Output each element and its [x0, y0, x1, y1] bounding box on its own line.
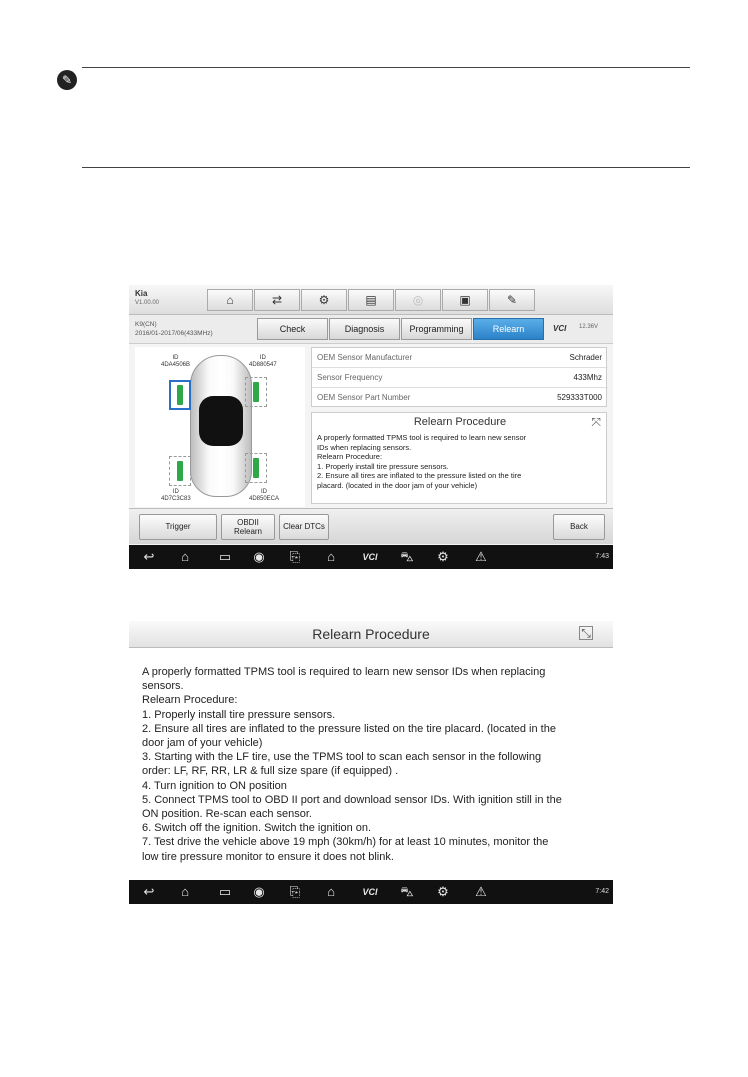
row-value: 433Mhz — [573, 373, 602, 382]
text-line: 5. Connect TPMS tool to OBD II port and download sensor IDs. With ignition still in the — [142, 793, 562, 806]
gear-icon[interactable]: ⚙ — [301, 289, 347, 311]
tab-check[interactable]: Check — [257, 318, 328, 340]
text-line: low tire pressure monitor to ensure it does not blink. — [142, 850, 394, 863]
relearn-panel-text — [317, 433, 601, 490]
shop-user-icon[interactable]: ⚙ — [437, 884, 449, 899]
vehicle-info — [135, 320, 213, 338]
home-icon[interactable]: ⌂ — [207, 289, 253, 311]
sensor-id-fl[interactable] — [161, 355, 190, 369]
autel-home-icon[interactable]: ⌂ — [327, 884, 335, 899]
android-nav-bar — [129, 545, 613, 569]
id-value: 4D880547 — [249, 362, 277, 368]
procedure-title: Relearn Procedure — [312, 626, 430, 642]
battery-voltage: 12.36V — [579, 324, 599, 330]
tab-programming[interactable]: Programming — [401, 318, 472, 340]
recent-apps-icon[interactable]: ▭ — [218, 884, 232, 899]
sensor-id-fr[interactable] — [249, 355, 277, 369]
table-row — [312, 388, 608, 408]
tpms-warning-icon[interactable]: ⚠ — [475, 549, 487, 564]
car-roof — [199, 396, 243, 446]
note-top-rule — [82, 67, 690, 68]
id-label: ID — [259, 355, 266, 361]
id-label: ID — [261, 489, 268, 495]
tire-fl-icon — [177, 385, 183, 405]
home-icon[interactable]: ⌂ — [181, 884, 189, 899]
relearn-screen-screenshot — [129, 285, 613, 569]
tab-diagnosis[interactable]: Diagnosis — [329, 318, 400, 340]
table-row — [312, 348, 608, 368]
id-label: ID — [172, 489, 179, 495]
clear-dtcs-button[interactable]: Clear DTCs — [279, 514, 329, 540]
obdii-relearn-button[interactable] — [221, 514, 275, 540]
relearn-panel-title: Relearn Procedure — [413, 416, 507, 428]
row-key: Sensor Frequency — [317, 373, 383, 382]
browser-icon[interactable]: ◉ — [253, 884, 265, 899]
text-line: Relearn Procedure: — [317, 452, 383, 461]
status-clock: 7:42 — [595, 888, 609, 895]
browser-icon[interactable]: ◉ — [253, 549, 265, 564]
relearn-procedure-fullscreen-screenshot — [129, 621, 613, 904]
text-line: 6. Switch off the ignition. Switch the ignition on. — [142, 822, 372, 835]
table-row — [312, 368, 608, 388]
procedure-text — [142, 665, 604, 864]
relearn-procedure-panel[interactable] — [311, 412, 607, 504]
text-line: IDs when replacing sensors. — [317, 442, 412, 452]
tire-sensor-diagram — [135, 347, 305, 507]
autel-home-icon[interactable]: ⌂ — [327, 549, 335, 564]
sensor-id-rr[interactable] — [249, 489, 279, 503]
expand-icon[interactable]: ⤧ — [591, 415, 601, 429]
function-button-bar — [129, 508, 613, 544]
back-button[interactable]: Back — [553, 514, 605, 540]
id-value: 4D7C3C83 — [161, 496, 191, 502]
collapse-icon[interactable]: ⤡ — [579, 626, 593, 640]
car-icon[interactable]: ⛍ — [400, 884, 414, 899]
vehicle-info-bar — [129, 315, 613, 344]
text-line: ON position. Re-scan each sensor. — [142, 808, 312, 821]
text-line: 2. Ensure all tires are inflated to the pressure listed on the tire placard. (located in the — [142, 722, 556, 735]
text-line: order: LF, RF, RR, LR & full size spare (if equipped) . — [142, 765, 399, 778]
top-toolbar — [129, 285, 613, 315]
screenshot-icon[interactable]: ⎘ — [289, 884, 301, 899]
row-key: OEM Sensor Part Number — [317, 393, 411, 402]
save-icon[interactable]: ▣ — [442, 289, 488, 311]
back-arrow-icon[interactable]: ↩ — [143, 884, 155, 899]
procedure-header — [129, 621, 613, 648]
id-value: 4D850ECA — [249, 496, 280, 502]
software-version: V1.00.00 — [135, 300, 160, 306]
text-line: 2. Ensure all tires are inflated to the pressure listed on the tire — [317, 471, 522, 480]
back-arrow-icon[interactable]: ↩ — [143, 549, 155, 564]
button-line: Relearn — [233, 527, 262, 536]
row-value: Schrader — [569, 353, 602, 362]
text-line: door jam of your vehicle) — [142, 737, 263, 750]
text-line: sensors. — [142, 680, 184, 693]
vehicle-model: K9(CN) — [135, 321, 157, 328]
help-icon[interactable]: ◎ — [395, 289, 441, 311]
text-line: 3. Starting with the LF tire, use the TPMS tool to scan each sensor in the following — [142, 751, 542, 764]
tire-fr-icon — [253, 382, 259, 402]
id-value: 4DA4506B — [161, 362, 191, 368]
android-nav-bar — [129, 880, 613, 904]
tire-rr-icon — [253, 458, 259, 478]
text-line: 1. Properly install tire pressure sensors. — [142, 708, 336, 721]
vci-nav-icon[interactable]: VCI — [362, 552, 378, 562]
tab-relearn[interactable]: Relearn — [473, 318, 544, 340]
button-line: OBDII — [237, 518, 259, 527]
vehicle-swap-icon[interactable]: ⇄ — [254, 289, 300, 311]
vehicle-make: Kia — [135, 289, 148, 298]
sensor-info-table — [311, 347, 607, 407]
note-bottom-rule — [82, 167, 690, 168]
text-line: A properly formatted TPMS tool is required to learn new sensor IDs when replacing — [142, 666, 546, 678]
text-line: 4. Turn ignition to ON position — [142, 779, 287, 792]
sensor-id-rl[interactable] — [161, 489, 191, 503]
vci-status: VCI — [553, 324, 567, 333]
pencil-icon: ✎ — [57, 70, 77, 90]
car-icon[interactable]: ⛍ — [400, 549, 414, 564]
pen-icon[interactable]: ✎ — [489, 289, 535, 311]
text-line: Relearn Procedure: — [142, 694, 238, 707]
shop-user-icon[interactable]: ⚙ — [437, 549, 449, 564]
text-line: 7. Test drive the vehicle above 19 mph (30km/h) for at least 10 minutes, monitor the — [142, 836, 549, 849]
row-key: OEM Sensor Manufacturer — [317, 353, 413, 362]
trigger-button[interactable]: Trigger — [139, 514, 217, 540]
home-icon[interactable]: ⌂ — [181, 549, 189, 564]
vehicle-year-frequency: 2016/01-2017/06(433MHz) — [135, 330, 213, 337]
row-value: 529333T000 — [557, 393, 602, 402]
status-clock: 7:43 — [595, 553, 609, 560]
id-label: ID — [172, 355, 179, 361]
text-line: 1. Properly install tire pressure sensors. — [317, 461, 449, 471]
vci-nav-icon[interactable]: VCI — [362, 887, 378, 897]
car-top-view — [190, 355, 252, 497]
tire-rl-icon — [177, 461, 183, 481]
text-line: placard. (located in the door jam of your vehicle) — [317, 480, 478, 490]
recent-apps-icon[interactable]: ▭ — [218, 549, 232, 564]
printer-icon[interactable]: ▤ — [348, 289, 394, 311]
screenshot-icon[interactable]: ⎘ — [289, 549, 301, 564]
text-line: A properly formatted TPMS tool is required to learn new sensor — [317, 433, 527, 442]
tpms-warning-icon[interactable]: ⚠ — [475, 884, 487, 899]
